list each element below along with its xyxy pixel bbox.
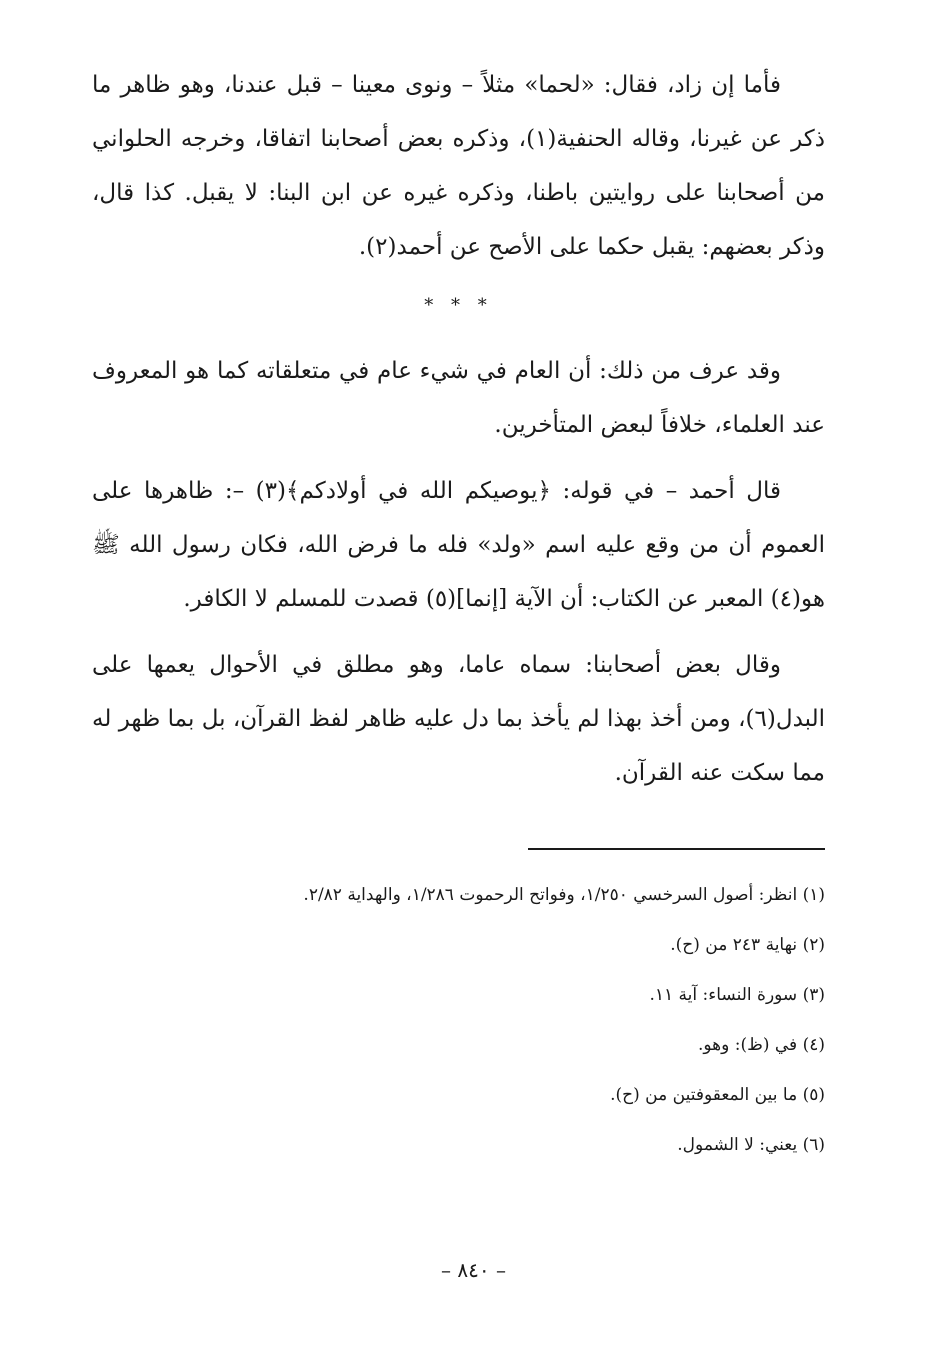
footnotes (92, 870, 825, 1170)
main-text (92, 58, 825, 812)
paragraph-3: قال أحمد – في قوله: ﴿يوصيكم الله في أولادكم﴾(٣) –: ظاهرها على العموم أن من وقع عليه اسم «ولد» فله ما فرض الله، فكان رسول الله ﷺ هو(٤) المعبر عن الكتاب: أن الآية [إنما](٥) قصدت للمسلم لا الكافر. (92, 478, 825, 612)
paragraph-1: فأما إن زاد، فقال: «لحما» مثلاً – ونوى معينا – قبل عندنا، وهو ظاهر ما ذكر عن غيرنا، وقاله الحنفية(١)، وذكره بعض أصحابنا اتفاقا، وخرجه الحلواني من أصحابنا على روايتين باطنا، وذكره غيره عن ابن البنا: لا يقبل. كذا قال، وذكر بعضهم: يقبل حكما على الأصح عن أحمد(٢). (92, 72, 825, 260)
paragraph-4: وقال بعض أصحابنا: سماه عاما، وهو مطلق في الأحوال يعمها على البدل(٦)، ومن أخذ بهذا لم يأخذ بما دل عليه ظاهر لفظ القرآن، بل بما ظهر له مما سكت عنه القرآن. (92, 652, 825, 786)
footnote-6: (٦) يعني: لا الشمول. (677, 1135, 825, 1155)
footnote-2: (٢) نهاية ٢٤٣ من (ح). (670, 935, 825, 955)
section-separator: * * * (424, 295, 493, 316)
footnote-4: (٤) في (ظ): وهو. (698, 1035, 825, 1055)
page-number: – ٨٤٠ – (441, 1258, 506, 1282)
footnote-3: (٣) سورة النساء: آية ١١. (649, 985, 825, 1005)
footnote-divider (528, 848, 825, 850)
footnote-5: (٥) ما بين المعقوفتين من (ح). (610, 1085, 825, 1105)
footnote-1: (١) انظر: أصول السرخسي ١/٢٥٠، وفواتح الرحموت ١/٢٨٦، والهداية ٢/٨٢. (303, 885, 825, 905)
paragraph-2: وقد عرف من ذلك: أن العام في شيء عام في متعلقاته كما هو المعروف عند العلماء، خلافاً لبعض المتأخرين. (92, 358, 825, 438)
